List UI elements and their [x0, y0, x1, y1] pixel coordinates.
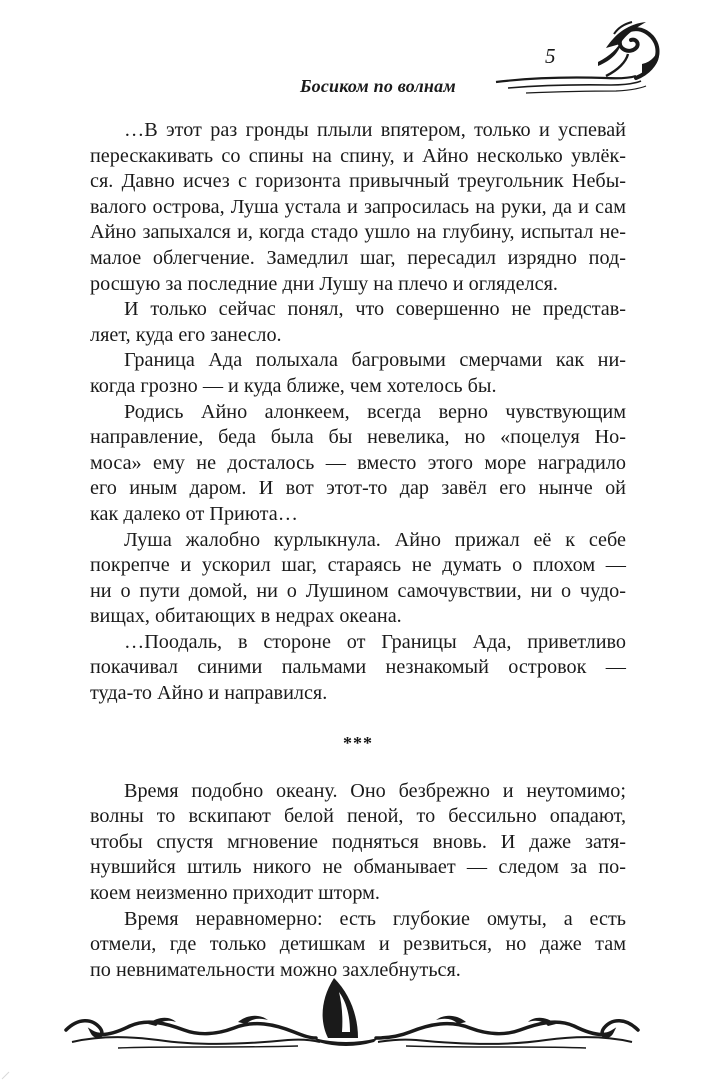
text-line: покрепче и ускорил шаг, стараясь не думать о плохом —	[90, 554, 626, 577]
text-line: ся. Давно исчез с горизонта привычный треугольник Небы-	[90, 170, 626, 193]
page-number: 5	[545, 44, 556, 68]
text-line: Граница Ада полыхала багровыми смерчами как ни-	[124, 349, 626, 372]
paragraph	[90, 400, 626, 528]
text-line: направление, беда была бы невелика, но «поцелуя Но-	[90, 426, 626, 449]
running-title: Босиком по волнам	[300, 76, 456, 96]
text-line: чтобы спустя мгновение подняться вновь. И даже затя-	[90, 830, 626, 853]
paragraph	[90, 118, 626, 297]
page-header	[0, 0, 702, 110]
text-line: его иным даром. И вот этот-то дар завёл его нынче ой	[90, 477, 626, 500]
text-line: росшую за последние дни Лушу на плечо и огляделся.	[90, 272, 558, 295]
sailboat-waves-ornament-icon	[58, 972, 646, 1052]
text-line: Айно запыхался и, когда стадо ушло на глубину, испытал не-	[90, 221, 626, 244]
section-separator: ***	[343, 732, 373, 753]
text-line: …Поодаль, в стороне от Границы Ада, приветливо	[124, 630, 626, 653]
text-line: отмели, где только детишкам и резвиться, но даже там	[90, 933, 626, 956]
text-line: вищах, обитающих в недрах океана.	[90, 605, 402, 628]
text-line: валого острова, Луша устала и запросилась на руки, да и сам	[90, 195, 626, 218]
text-line: Родись Айно алонкеем, всегда верно чувствующим	[124, 400, 626, 423]
text-line: …В этот раз гронды плыли впятером, только и успевай	[124, 119, 626, 141]
body-text	[90, 118, 626, 983]
text-line: туда-то Айно и направился.	[90, 682, 328, 705]
text-line: моса» ему не досталось — вместо этого море наградило	[90, 451, 626, 474]
text-line: ни о пути домой, ни о Лушином самочувствии, ни о чудо-	[90, 579, 626, 602]
text-line: когда грозно — и куда ближе, чем хотелось бы.	[90, 374, 497, 397]
text-line: как далеко от Приюта…	[90, 502, 298, 525]
wave-ornament-icon	[486, 18, 666, 98]
text-line: коем неизменно приходит шторм.	[90, 882, 380, 905]
text-line: Луша жалобно курлыкнула. Айно прижал её к себе	[124, 528, 626, 551]
scan-edge-mark	[0, 1070, 12, 1080]
text-line: по невнимательности можно захлебнуться.	[90, 958, 461, 981]
text-line: перескакивать со спины на спину, и Айно несколько увлёк-	[90, 144, 626, 167]
text-line: И только сейчас понял, что совершенно не представ-	[124, 298, 626, 321]
text-line: волны то вскипают белой пеной, то бессильно опадают,	[90, 805, 626, 828]
text-line: покачивал синими пальмами незнакомый островок —	[90, 656, 626, 679]
text-line: Время неравномерно: есть глубокие омуты, а есть	[124, 907, 626, 930]
paragraph	[90, 528, 626, 630]
text-line: нувшийся штиль никого не обманывает — следом за по-	[90, 856, 626, 879]
paragraph	[90, 348, 626, 399]
text-line: Время подобно океану. Оно безбрежно и неутомимо;	[124, 779, 626, 802]
text-line: ляет, куда его занесло.	[90, 323, 282, 346]
text-line: малое облегчение. Замедлил шаг, пересадил изрядно под-	[90, 246, 626, 269]
paragraph	[90, 779, 626, 907]
paragraph	[90, 630, 626, 707]
paragraph	[90, 297, 626, 348]
